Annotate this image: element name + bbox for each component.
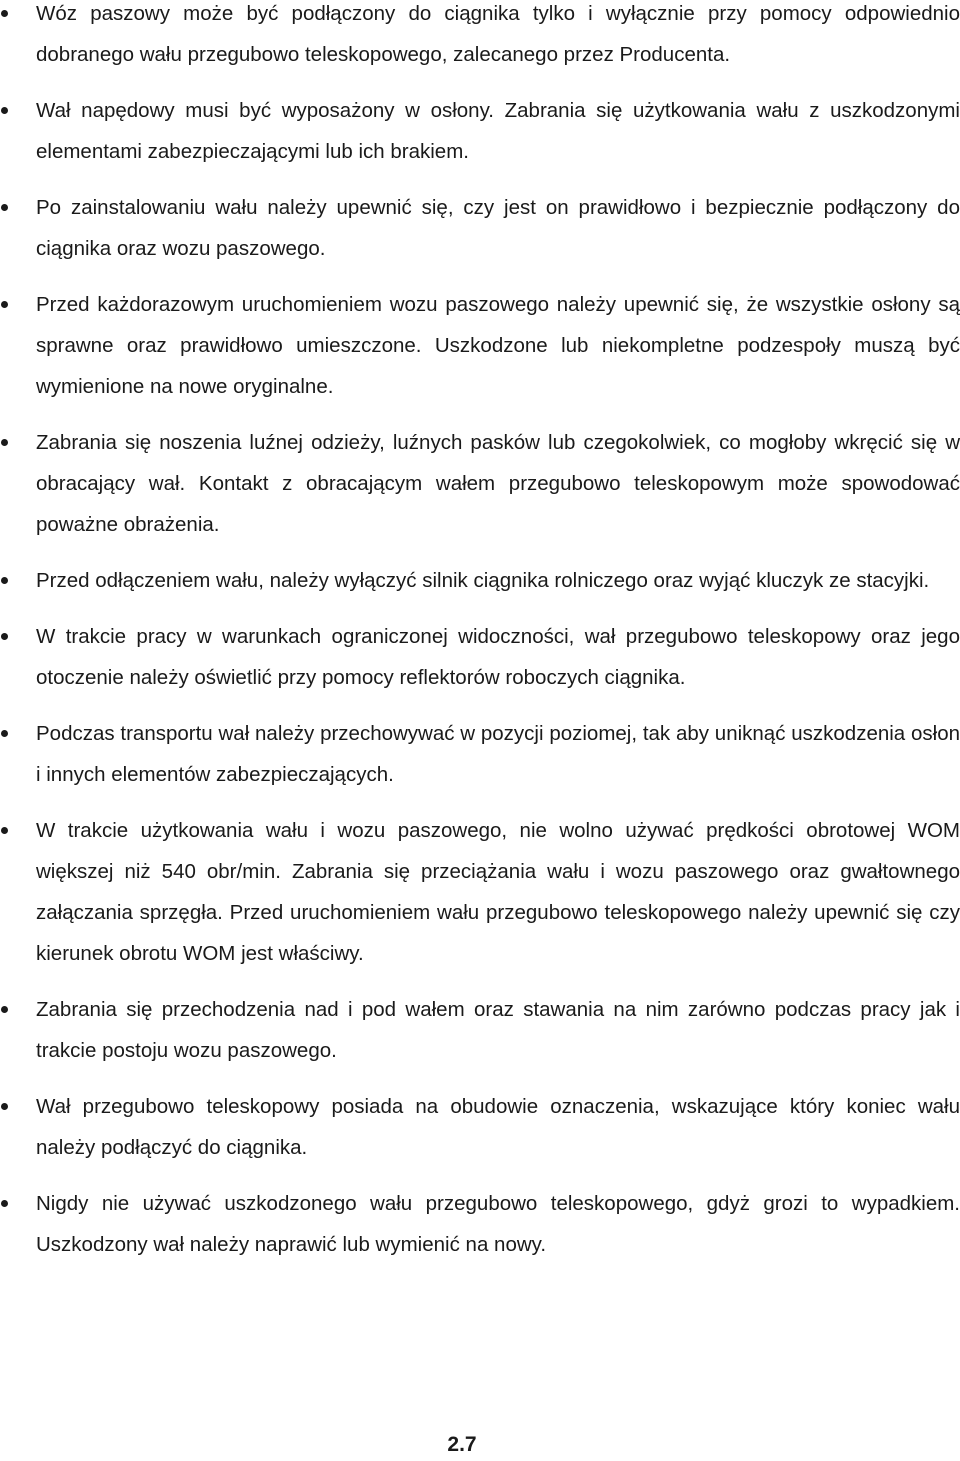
bullet-item [0, 989, 960, 1071]
bullet-dot-icon [1, 633, 8, 640]
bullet-item [0, 284, 960, 407]
bullet-dot-icon [1, 1006, 8, 1013]
bullet-dot-icon [1, 730, 8, 737]
bullet-text: Przed odłączeniem wału, należy wyłączyć silnik ciągnika rolniczego oraz wyjąć kluczyk ze stacyjki. [36, 569, 930, 592]
bullet-dot-icon [1, 10, 8, 17]
bullet-item [0, 1183, 960, 1265]
bullet-dot-icon [1, 204, 8, 211]
bullet-item [0, 90, 960, 172]
bullet-text: Podczas transportu wał należy przechowywać w pozycji poziomej, tak aby uniknąć uszkodzenia osłon i innych elementów zabezpieczających. [36, 722, 960, 786]
bullet-dot-icon [1, 1103, 8, 1110]
bullet-text: W trakcie pracy w warunkach ograniczonej widoczności, wał przegubowo teleskopowy oraz jego otoczenie należy oświetlić przy pomocy reflektorów roboczych ciągnika. [36, 625, 960, 689]
bullet-text: Nigdy nie używać uszkodzonego wału przegubowo teleskopowego, gdyż grozi to wypadkiem. Uszkodzony wał należy naprawić lub wymienić na nowy. [36, 1192, 960, 1256]
bullet-dot-icon [1, 439, 8, 446]
bullet-item [0, 187, 960, 269]
bullet-item [0, 1086, 960, 1168]
bullet-text: Wał napędowy musi być wyposażony w osłony. Zabrania się użytkowania wału z uszkodzonymi elementami zabezpieczającymi lub ich brakiem. [36, 99, 960, 163]
bullet-item [0, 560, 960, 601]
bullet-item [0, 422, 960, 545]
bullet-text: Wał przegubowo teleskopowy posiada na obudowie oznaczenia, wskazujące który koniec wału należy podłączyć do ciągnika. [36, 1095, 960, 1159]
bullet-text: Zabrania się noszenia luźnej odzieży, luźnych pasków lub czegokolwiek, co mogłoby wkręcić się w obracający wał. Kontakt z obracającym wałem przegubowo teleskopowym może spowodować poważne obrażenia. [36, 431, 960, 536]
bullet-text: Po zainstalowaniu wału należy upewnić się, czy jest on prawidłowo i bezpiecznie podłączony do ciągnika oraz wozu paszowego. [36, 196, 960, 260]
bullet-text: W trakcie użytkowania wału i wozu paszowego, nie wolno używać prędkości obrotowej WOM większej niż 540 obr/min. Zabrania się przeciążania wału i wozu paszowego oraz gwałtownego załączania sprzęgła. Przed uruchomieniem wału przegubowo teleskopowego należy upewnić się czy kierunek obrotu WOM jest właściwy. [36, 819, 960, 965]
bullet-text: Przed każdorazowym uruchomieniem wozu paszowego należy upewnić się, że wszystkie osłony są sprawne oraz prawidłowo umieszczone. Uszkodzone lub niekompletne podzespoły muszą być wymienione na nowe oryginalne. [36, 293, 960, 398]
bullet-text: Wóz paszowy może być podłączony do ciągnika tylko i wyłącznie przy pomocy odpowiednio dobranego wału przegubowo teleskopowego, zalecanego przez Producenta. [36, 2, 960, 66]
bullet-dot-icon [1, 827, 8, 834]
bullet-dot-icon [1, 107, 8, 114]
bullet-item [0, 0, 960, 75]
bullet-dot-icon [1, 301, 8, 308]
bullet-dot-icon [1, 1200, 8, 1207]
bullet-item [0, 616, 960, 698]
page-number: 2.7 [447, 1433, 477, 1456]
bullet-dot-icon [1, 577, 8, 584]
bullet-text: Zabrania się przechodzenia nad i pod wałem oraz stawania na nim zarówno podczas pracy jak i trakcie postoju wozu paszowego. [36, 998, 960, 1062]
bullet-item [0, 713, 960, 795]
bullet-item [0, 810, 960, 974]
